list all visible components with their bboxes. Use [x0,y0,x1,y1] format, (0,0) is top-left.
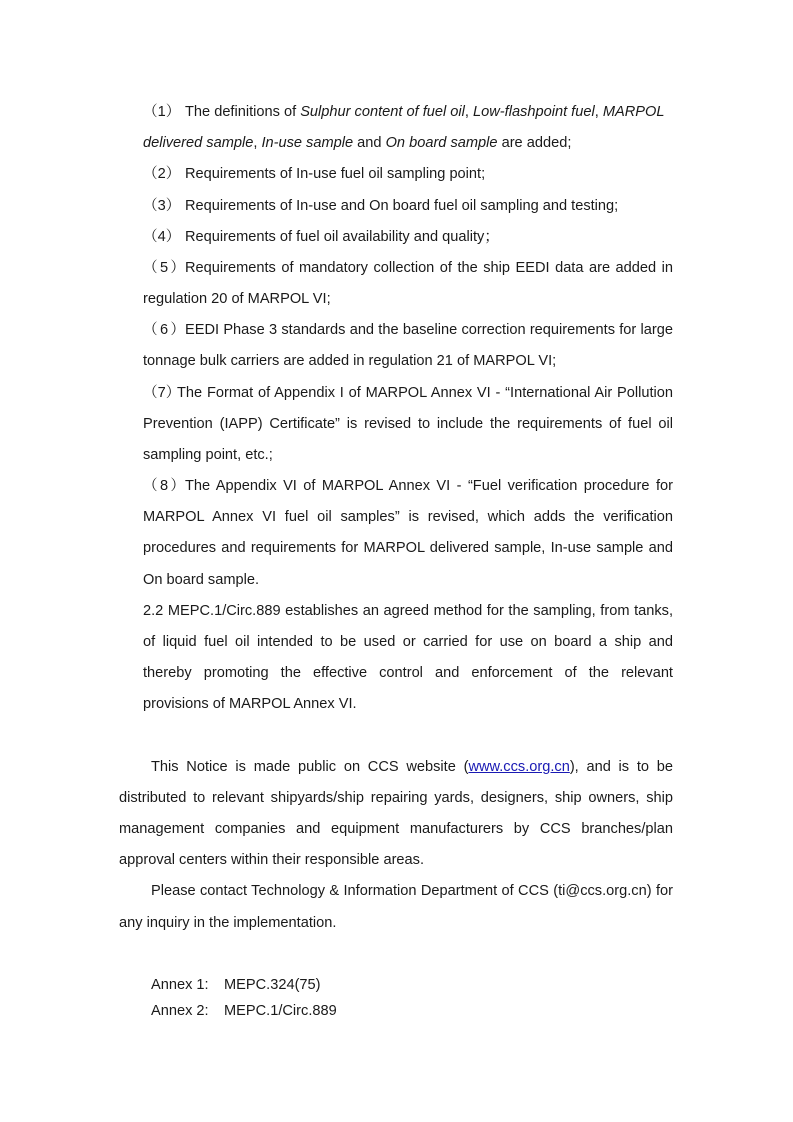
term-on-board-sample: On board sample [385,135,498,151]
item-2: （2） Requirements of In-use fuel oil sampling point; [143,166,486,182]
item-number: （5） [143,260,185,276]
item-7-line-2: Prevention (IAPP) Certificate” is revised to include the requirements of fuel oil [143,416,673,432]
notice-line-3: management companies and equipment manufacturers by CCS branches/plan [119,821,673,837]
section-2-2-line-1: 2.2 MEPC.1/Circ.889 establishes an agreed method for the sampling, from tanks, [143,603,673,619]
item-4: （4） Requirements of fuel oil availability and quality； [143,229,499,245]
item-number: （6） [143,322,185,338]
item-7-line-3: sampling point, etc.; [143,447,273,463]
term-sulphur-content: Sulphur content of fuel oil [300,104,465,120]
ccs-website-link[interactable]: www.ccs.org.cn [468,759,570,775]
notice-line-1: This Notice is made public on CCS website (www.ccs.org.cn), and is to be [151,759,673,775]
item-5-line-1: （5）Requirements of mandatory collection of the ship EEDI data are added in [143,260,673,276]
annex-2 [151,1001,337,1021]
section-2-2-line-4: provisions of MARPOL Annex VI. [143,696,357,712]
item-number: （4） [143,229,181,245]
item-number: （1） [143,104,181,120]
item-number: （3） [143,198,181,214]
item-3: （3） Requirements of In-use and On board fuel oil sampling and testing; [143,198,619,214]
item-7-line-1: （7）The Format of Appendix I of MARPOL Annex VI - “International Air Pollution [143,385,673,401]
annex-label: Annex 2: [151,1003,209,1019]
contact-line-1: Please contact Technology & Information Department of CCS (ti@ccs.org.cn) for [151,883,673,899]
item-6-line-2: tonnage bulk carriers are added in regulation 21 of MARPOL VI; [143,353,557,369]
item-8-line-2: MARPOL Annex VI fuel oil samples” is revised, which adds the verification [143,509,673,525]
term-in-use-sample: In-use sample [261,135,354,151]
annex-1 [151,975,321,995]
term-low-flashpoint-fuel: Low-flashpoint fuel [473,104,595,120]
item-8-line-4: On board sample. [143,572,260,588]
notice-line-4: approval centers within their responsible areas. [119,852,425,868]
section-2-2-line-3: thereby promoting the effective control and enforcement of the relevant [143,665,673,681]
section-2-2-line-2: of liquid fuel oil intended to be used or carried for use on board a ship and [143,634,673,650]
item-number: （2） [143,166,181,182]
item-5-line-2: regulation 20 of MARPOL VI; [143,291,331,307]
item-1-line-1: （1） The definitions of Sulphur content of fuel oil, Low-flashpoint fuel, MARPOL [143,104,665,120]
notice-line-2: distributed to relevant shipyards/ship repairing yards, designers, ship owners, ship [119,790,673,806]
annex-label: Annex 1: [151,977,209,993]
item-1-line-2: delivered sample, In-use sample and On board sample are added; [143,135,572,151]
annex-value: MEPC.1/Circ.889 [224,1003,337,1019]
item-6-line-1: （6）EEDI Phase 3 standards and the baseline correction requirements for large [143,322,673,338]
item-8-line-1: （8）The Appendix VI of MARPOL Annex VI - “Fuel verification procedure for [143,478,673,494]
annex-value: MEPC.324(75) [224,977,321,993]
item-number: （8） [143,478,185,494]
term-delivered-sample: delivered sample [143,135,254,151]
term-marpol: MARPOL [602,104,665,120]
item-number: （7） [143,385,181,401]
contact-line-2: any inquiry in the implementation. [119,915,337,931]
item-8-line-3: procedures and requirements for MARPOL delivered sample, In-use sample and [143,540,673,556]
